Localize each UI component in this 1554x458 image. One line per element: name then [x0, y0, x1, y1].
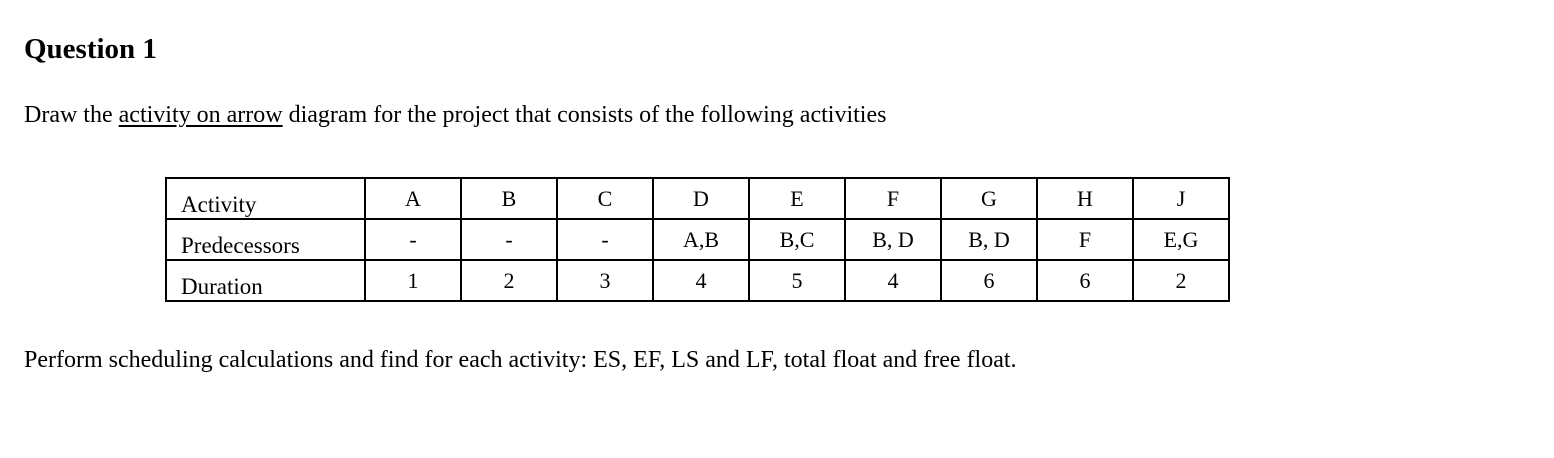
row-label-activity: Activity [166, 178, 365, 219]
duration-cell: 2 [1133, 260, 1229, 301]
duration-cell: 4 [845, 260, 941, 301]
activity-cell: H [1037, 178, 1133, 219]
activity-cell: A [365, 178, 461, 219]
duration-row [166, 260, 1229, 301]
task-instruction: Perform scheduling calculations and find for each activity: ES, EF, LS and LF, total float and free float. [24, 347, 1017, 373]
predecessor-cell: A,B [653, 219, 749, 260]
instruction-underlined-term: activity on arrow [118, 102, 283, 128]
predecessor-cell: - [557, 219, 653, 260]
duration-cell: 4 [653, 260, 749, 301]
activity-cell: G [941, 178, 1037, 219]
duration-cell: 6 [1037, 260, 1133, 301]
row-label-duration: Duration [166, 260, 365, 301]
row-label-predecessors: Predecessors [166, 219, 365, 260]
question-heading: Question 1 [24, 33, 157, 65]
duration-cell: 1 [365, 260, 461, 301]
instruction-text-start: Draw the [24, 102, 119, 128]
predecessor-cell: E,G [1133, 219, 1229, 260]
duration-cell: 6 [941, 260, 1037, 301]
predecessor-cell: B, D [845, 219, 941, 260]
duration-cell: 5 [749, 260, 845, 301]
predecessors-row [166, 219, 1229, 260]
activity-cell: F [845, 178, 941, 219]
predecessor-cell: - [365, 219, 461, 260]
activity-table [165, 177, 1230, 302]
activity-cell: E [749, 178, 845, 219]
activity-cell: C [557, 178, 653, 219]
predecessor-cell: - [461, 219, 557, 260]
activity-cell: J [1133, 178, 1229, 219]
instruction-text-end: diagram for the project that consists of the following activities [282, 102, 887, 128]
activity-cell: D [653, 178, 749, 219]
activity-row [166, 178, 1229, 219]
duration-cell: 3 [557, 260, 653, 301]
predecessor-cell: F [1037, 219, 1133, 260]
predecessor-cell: B,C [749, 219, 845, 260]
activity-cell: B [461, 178, 557, 219]
predecessor-cell: B, D [941, 219, 1037, 260]
instruction-text [24, 101, 886, 130]
duration-cell: 2 [461, 260, 557, 301]
